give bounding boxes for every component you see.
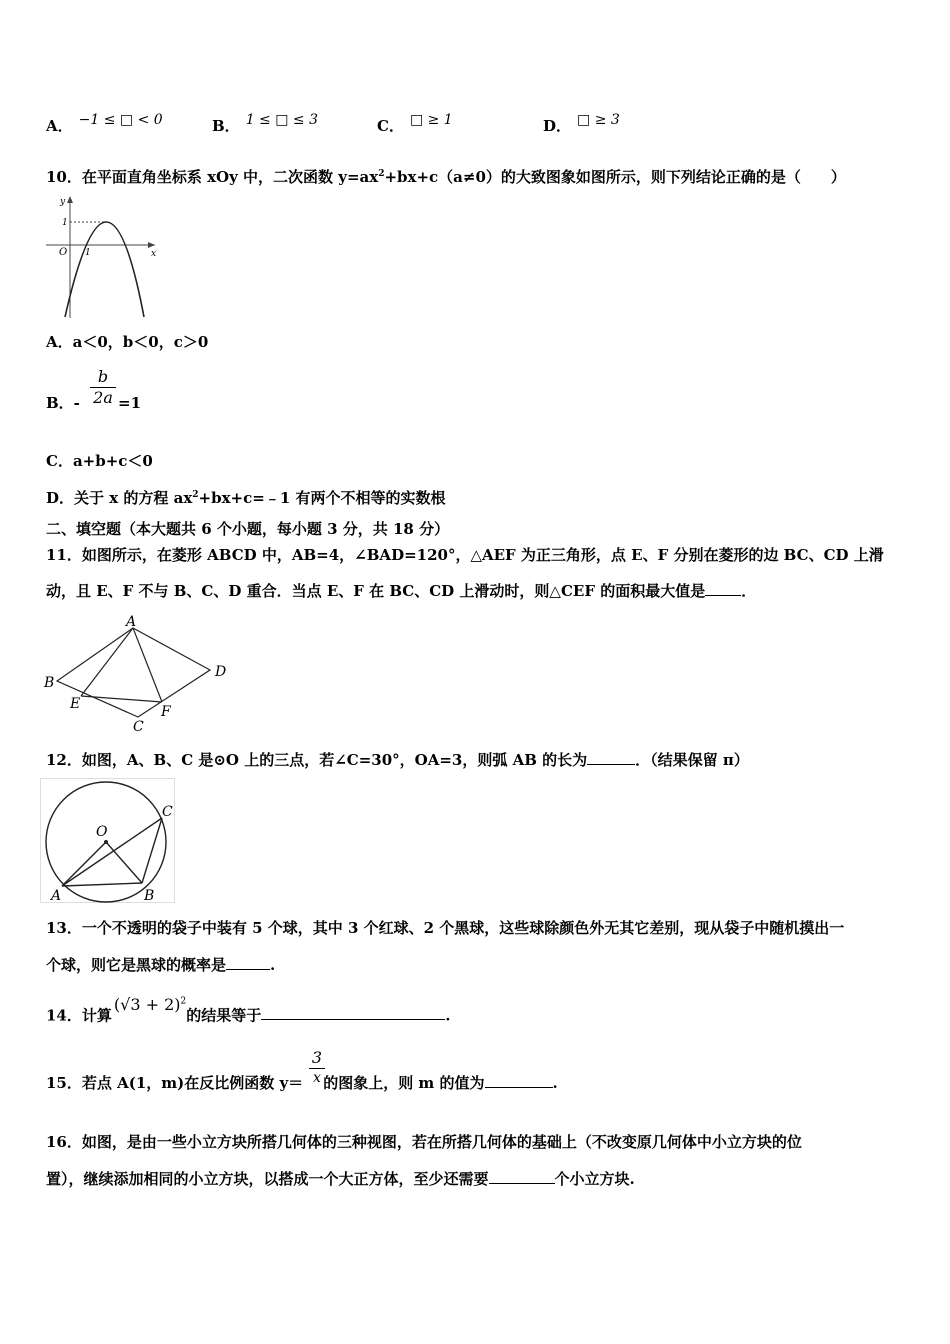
- section-2-heading: 二、填空题（本大题共 6 个小题，每小题 3 分，共 18 分）: [46, 520, 450, 538]
- q15-stem-end: .: [552, 1074, 558, 1092]
- q12-segment-ab: [62, 883, 142, 886]
- q14-expression-exponent: 2: [180, 997, 187, 1007]
- q10-option-d-sup: 2: [192, 490, 199, 500]
- q9-option-a-expr: −1 ≤ □ < 0: [78, 112, 163, 128]
- q10-option-d: [46, 485, 445, 508]
- q9-option-a-label: A．: [46, 117, 73, 135]
- q9-option-c-label: C．: [377, 117, 404, 135]
- q11-segment-af: [133, 628, 162, 702]
- q10-origin-label: O: [59, 247, 68, 258]
- q13-line-2-end: .: [270, 956, 276, 974]
- q10-option-b: [46, 393, 80, 413]
- q14-answer-blank[interactable]: [261, 1005, 445, 1020]
- q15-denominator: x: [309, 1068, 325, 1087]
- q12-segment-ac: [62, 818, 162, 886]
- q11-label-e: E: [70, 696, 81, 712]
- q11-label-f: F: [161, 704, 171, 720]
- q10-option-b-fraction: [90, 367, 116, 408]
- q16-line-1: 16．如图，是由一些小立方块所搭几何体的三种视图，若在所搭几何体的基础上（不改变原几何体中小立方块的位: [46, 1133, 802, 1151]
- q14-expression-base: (√3 + 2): [113, 995, 181, 1015]
- q10-parabola-figure: [40, 192, 165, 320]
- q13-answer-blank[interactable]: [226, 955, 270, 970]
- q12-circle-figure: [40, 778, 180, 906]
- q11-rhombus-figure: [40, 612, 240, 737]
- q15-answer-blank[interactable]: [485, 1073, 553, 1088]
- q10-x-one-label: 1: [85, 248, 91, 258]
- q10-x-arrow: [148, 242, 155, 248]
- q11-segment-ef: [81, 696, 162, 702]
- q16-answer-blank[interactable]: [489, 1169, 555, 1184]
- q10-option-d-text-2: +bx+c=﹣1 有两个不相等的实数根: [198, 489, 446, 507]
- q11-line-2-text: 动，且 E、F 不与 B、C、D 重合．当点 E、F 在 BC、CD 上滑动时，则△CEF 的面积最大值是: [46, 582, 706, 600]
- q9-option-d: [543, 112, 620, 136]
- q10-option-b-denominator: 2a: [90, 387, 116, 408]
- q10-option-c: C．a+b+c＜0: [46, 452, 153, 470]
- q10-y-one-label: 1: [62, 218, 68, 228]
- q13-line-2-text: 个球，则它是黑球的概率是: [46, 956, 227, 974]
- q14-stem-end: .: [445, 1006, 451, 1025]
- q9-option-b: [212, 112, 318, 136]
- q14-stem: [46, 995, 451, 1025]
- q10-parabola-curve: [65, 222, 144, 317]
- q11-label-d: D: [215, 664, 227, 680]
- q15-stem-text-2: 的图象上，则 m 的值为: [323, 1074, 485, 1092]
- q10-option-b-numerator: b: [97, 367, 109, 386]
- q11-line-2-end: ．: [741, 582, 757, 600]
- q12-segment-oa: [62, 842, 106, 886]
- q11-label-c: C: [133, 719, 144, 735]
- q11-answer-blank[interactable]: [705, 581, 741, 596]
- q12-label-a: A: [51, 888, 62, 904]
- q11-label-a: A: [126, 614, 137, 630]
- q13-line-1: 13．一个不透明的袋子中装有 5 个球，其中 3 个红球、2 个黑球，这些球除颜色外无其它差别，现从袋子中随机摸出一: [46, 919, 845, 937]
- q12-segment-ob: [106, 842, 142, 883]
- q16-line-2-end: 个小立方块.: [554, 1170, 635, 1188]
- q15-numerator: 3: [311, 1048, 323, 1067]
- q10-stem-text-2: +bx+c（a≠0）的大致图象如图所示，则下列结论正确的是（ ）: [384, 168, 846, 186]
- q11-line-2: [46, 581, 756, 601]
- q9-option-b-label: B．: [212, 117, 240, 135]
- q9-option-a: [46, 112, 163, 136]
- q10-x-label: x: [151, 249, 157, 259]
- q12-segment-bc: [142, 818, 162, 883]
- q10-stem-sup: 2: [378, 169, 385, 179]
- q12-label-c: C: [162, 804, 173, 820]
- q10-option-a: A．a＜0，b＜0，c＞0: [46, 333, 209, 351]
- q9-option-d-expr: □ ≥ 3: [577, 112, 620, 128]
- q12-label-b: B: [144, 888, 155, 904]
- q10-option-d-text: D．关于 x 的方程 ax: [46, 489, 193, 507]
- q9-option-c: [377, 112, 453, 136]
- q13-line-2: [46, 955, 275, 975]
- q12-answer-blank[interactable]: [587, 750, 635, 765]
- q12-stem-end: ．（结果保留 π）: [635, 751, 749, 769]
- q9-option-b-expr: 1 ≤ □ ≤ 3: [245, 112, 318, 128]
- q10-y-label: y: [60, 197, 66, 207]
- q12-stem: [46, 750, 749, 770]
- q11-segment-ae: [81, 628, 133, 696]
- q14-stem-text-2: 的结果等于: [186, 1006, 262, 1025]
- q12-label-o: O: [96, 824, 108, 840]
- q15-stem-text: 15．若点 A(1，m)在反比例函数 y＝: [46, 1074, 304, 1092]
- q9-option-c-expr: □ ≥ 1: [409, 112, 453, 128]
- q16-line-2-text: 置），继续添加相同的小立方块，以搭成一个大正方体，至少还需要: [46, 1170, 489, 1188]
- q10-y-arrow: [67, 196, 73, 203]
- q10-stem: [46, 164, 846, 187]
- q9-option-d-label: D．: [543, 117, 572, 135]
- q11-line-1: 11．如图所示，在菱形 ABCD 中，AB=4，∠BAD=120°，△AEF 为正三角形，点 E、F 分别在菱形的边 BC、CD 上滑: [46, 546, 884, 564]
- q10-option-b-label: B．-: [46, 394, 80, 412]
- q15-stem: [46, 1073, 558, 1093]
- q14-expression: [114, 995, 186, 1014]
- q10-stem-text: 10．在平面直角坐标系 xOy 中，二次函数 y=ax: [46, 168, 379, 186]
- q16-line-2: [46, 1169, 635, 1189]
- q12-stem-text: 12．如图，A、B、C 是⊙O 上的三点，若∠C=30°，OA=3，则弧 AB 的长为: [46, 751, 588, 769]
- q11-label-b: B: [44, 675, 55, 691]
- q10-option-b-tail: =1: [118, 394, 142, 412]
- q14-stem-text: 14．计算: [46, 1006, 112, 1025]
